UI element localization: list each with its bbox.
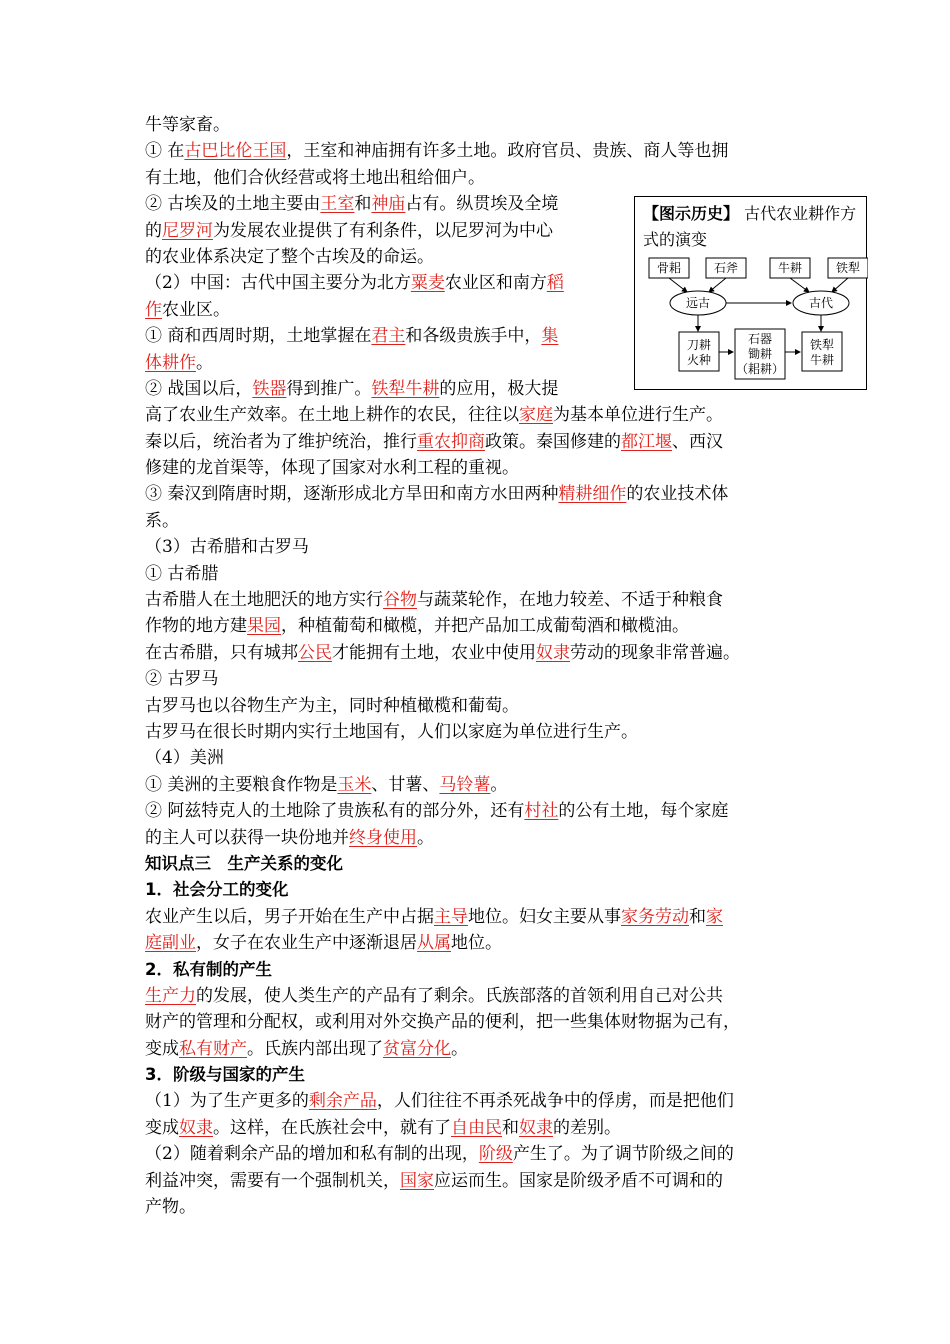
text-segment: （3）古希腊和古罗马	[145, 537, 309, 558]
text-line	[145, 904, 817, 930]
arrow-tool2	[709, 278, 726, 292]
figure-title-text: 古代农业耕作方式的演变	[643, 204, 857, 249]
text-segment: 古罗马也以谷物生产为主，同时种植橄榄和葡萄。	[145, 695, 519, 716]
flow-diagram	[635, 197, 868, 391]
text-line	[145, 112, 817, 138]
text-segment: 的应用，极大提	[439, 378, 559, 399]
text-segment: ② 古罗马	[145, 669, 219, 690]
answer-term: 私有财产	[179, 1038, 247, 1059]
stage2-line2: 锄耕	[747, 347, 773, 361]
text-line	[145, 1088, 817, 1114]
text-segment: （2）随着剩余产品的增加和私有制的出现，	[145, 1144, 479, 1165]
text-line	[145, 1115, 817, 1141]
era-label-left: 远古	[685, 296, 711, 310]
text-line	[145, 1009, 817, 1035]
answer-term: 剩余产品	[308, 1091, 377, 1112]
text-segment: 与蔬菜轮作，在地力较差、不适于种粮食	[417, 590, 723, 611]
text-line	[145, 508, 817, 534]
text-line	[145, 138, 817, 164]
text-line	[145, 481, 817, 507]
text-segment: ② 战国以后，	[145, 378, 253, 399]
text-segment: 才能拥有土地，农业中使用	[332, 642, 536, 663]
text-segment: ① 商和西周时期，土地掌握在	[145, 326, 372, 347]
text-segment: 得到推广。	[286, 378, 372, 399]
answer-term: 尼罗河	[162, 220, 213, 241]
text-line	[145, 587, 817, 613]
text-segment: 和	[502, 1117, 519, 1138]
tool-label-2: 石斧	[713, 261, 739, 275]
text-segment: ，种植葡萄和橄榄，并把产品加工成葡萄酒和橄榄油。	[281, 616, 689, 637]
text-line	[145, 798, 817, 824]
answer-term: 奴隶	[536, 642, 570, 663]
answer-term: 稻	[546, 273, 564, 294]
answer-term: 家庭	[519, 405, 553, 426]
text-segment: 和	[354, 194, 372, 215]
text-segment: 农业区和南方	[444, 273, 547, 294]
text-segment: 和各级贵族手中，	[405, 326, 542, 347]
text-line	[145, 983, 817, 1009]
text-segment: ，人们往往不再杀死战争中的俘虏，而是把他们	[376, 1091, 734, 1112]
answer-term: 家	[706, 906, 723, 927]
answer-term: 家务劳动	[621, 906, 689, 927]
text-segment: ① 美洲的主要粮食作物是	[145, 774, 338, 795]
text-line	[145, 402, 817, 428]
answer-term: 庭副业	[145, 933, 196, 954]
answer-term: 重农抑商	[417, 431, 485, 452]
answer-term: 奴隶	[519, 1117, 553, 1138]
text-segment: 作物的地方建	[145, 616, 247, 637]
text-line	[145, 693, 817, 719]
text-line	[145, 613, 817, 639]
text-segment: ，女子在农业生产中逐渐退居	[196, 933, 417, 954]
arrow-tool3	[790, 278, 809, 292]
text-segment: 古罗马在很长时期内实行土地国有，人们以家庭为单位进行生产。	[145, 721, 638, 742]
answer-term: 体耕作	[145, 352, 196, 373]
answer-term: 果园	[247, 616, 281, 637]
text-segment: 。	[451, 1038, 468, 1059]
text-line	[145, 666, 817, 692]
text-line	[145, 429, 817, 455]
text-segment: 的差别。	[553, 1117, 621, 1138]
answer-term: 铁犁牛耕	[371, 378, 440, 399]
text-line	[145, 534, 817, 560]
text-segment: （1）为了生产更多的	[145, 1091, 309, 1112]
answer-term: 作	[145, 299, 162, 320]
text-segment: 劳动的现象非常普遍。	[570, 642, 740, 663]
text-segment: 、甘薯、	[371, 774, 440, 795]
answer-term: 村社	[524, 801, 559, 822]
answer-term: 铁器	[252, 378, 287, 399]
section-heading	[145, 877, 817, 903]
text-segment: 财产的管理和分配权，或利用对外交换产品的便利，把一些集体财物据为己有，	[145, 1012, 740, 1033]
answer-term: 生产力	[145, 985, 196, 1006]
text-segment: ② 阿兹特克人的土地除了贵族私有的部分外，还有	[145, 801, 525, 822]
answer-term: 古巴比伦王国	[184, 141, 287, 162]
text-segment: 在古希腊，只有城邦	[145, 642, 298, 663]
answer-term: 终身使用	[349, 827, 417, 848]
text-segment: 高了农业生产效率。在土地上耕作的农民，往往以	[145, 405, 519, 426]
stage3-line1: 铁犁	[809, 338, 835, 352]
text-line	[145, 1194, 817, 1220]
text-segment: 。这样，在氏族社会中，就有了	[213, 1117, 451, 1138]
answer-term: 集	[541, 326, 559, 347]
answer-term: 公民	[298, 642, 332, 663]
answer-term: 粟麦	[410, 273, 445, 294]
tool-label-3: 牛耕	[777, 261, 803, 275]
answer-term: 自由民	[451, 1117, 502, 1138]
stage2-line3: （耜耕）	[735, 362, 785, 376]
text-segment: ，王室和神庙拥有许多土地。政府官员、贵族、商人等也拥	[286, 141, 729, 162]
text-segment: ① 在	[145, 141, 185, 162]
answer-term: 王室	[320, 194, 355, 215]
text-segment: 。	[196, 352, 213, 373]
text-segment: 。	[417, 827, 434, 848]
text-segment: 为发展农业提供了有利条件，以尼罗河为中心	[213, 220, 553, 241]
text-segment: 地位。妇女主要从事	[468, 906, 621, 927]
text-segment: 利益冲突，需要有一个强制机关，	[145, 1170, 400, 1191]
text-segment: 占有。纵贯埃及全境	[405, 194, 559, 215]
tool-label-4: 铁犁	[835, 261, 861, 275]
stage1-line2: 火种	[686, 353, 712, 367]
text-segment: ② 古埃及的土地主要由	[145, 194, 321, 215]
answer-term: 从属	[417, 933, 451, 954]
text-segment: 知识点三 生产关系的变化	[145, 853, 343, 873]
era-label-right: 古代	[808, 296, 834, 310]
text-segment: 2．私有制的产生	[145, 959, 272, 979]
text-segment: 的	[145, 220, 162, 241]
text-segment: 的农业体系决定了整个古埃及的命运。	[145, 246, 434, 267]
arrow-tool4	[832, 278, 848, 292]
text-segment: 的发展，使人类生产的产品有了剩余。氏族部落的首领利用自己对公共	[196, 985, 723, 1006]
section-heading	[145, 957, 817, 983]
answer-term: 阶级	[478, 1144, 513, 1165]
text-line	[145, 1168, 817, 1194]
text-segment: 。氏族内部出现了	[247, 1038, 383, 1059]
text-line	[145, 1141, 817, 1167]
text-segment: ③ 秦汉到隋唐时期，逐渐形成北方旱田和南方水田两种	[145, 484, 559, 505]
text-segment: 1．社会分工的变化	[145, 880, 289, 900]
text-segment: 变成	[145, 1117, 179, 1138]
text-line	[145, 561, 817, 587]
text-segment: 和	[689, 906, 706, 927]
stage1-line1: 刀耕	[686, 338, 712, 352]
text-segment: 产生了。为了调节阶级之间的	[512, 1144, 734, 1165]
text-segment: 有土地，他们合伙经营或将土地出租给佃户。	[145, 167, 485, 188]
text-line	[145, 930, 817, 956]
figure-agriculture-evolution	[634, 196, 867, 390]
tool-label-1: 骨耜	[656, 261, 682, 275]
answer-term: 玉米	[337, 774, 372, 795]
section-heading	[145, 1062, 817, 1088]
text-line	[145, 1036, 817, 1062]
answer-term: 奴隶	[179, 1117, 213, 1138]
text-segment: 农业产生以后，男子开始在生产中占据	[145, 906, 434, 927]
answer-term: 君主	[371, 326, 406, 347]
answer-term: 贫富分化	[383, 1038, 451, 1059]
stage2-line1: 石器	[747, 332, 773, 346]
answer-term: 谷物	[383, 590, 417, 611]
text-segment: 农业区。	[162, 299, 230, 320]
text-segment: 为基本单位进行生产。	[553, 405, 723, 426]
arrow-tool1	[669, 278, 687, 292]
text-segment: 产物。	[145, 1197, 196, 1218]
figure-title-bracket: 【图示历史】	[643, 204, 740, 223]
text-segment: 的公有土地，每个家庭	[558, 801, 729, 822]
text-segment: 的农业技术体	[626, 484, 729, 505]
text-segment: 变成	[145, 1038, 179, 1059]
answer-term: 神庙	[371, 194, 406, 215]
answer-term: 都江堰	[621, 431, 672, 452]
text-segment: 修建的龙首渠等，体现了国家对水利工程的重视。	[145, 458, 519, 479]
text-segment: 系。	[145, 510, 179, 531]
text-line	[145, 455, 817, 481]
section-heading	[145, 851, 817, 877]
text-line	[145, 719, 817, 745]
text-segment: （2）中国：古代中国主要分为北方	[145, 273, 411, 294]
text-segment: 、西汉	[672, 431, 723, 452]
text-segment: （4）美洲	[145, 748, 224, 769]
answer-term: 国家	[400, 1170, 434, 1191]
text-segment: 的主人可以获得一块份地并	[145, 827, 349, 848]
text-line	[145, 772, 817, 798]
text-line	[145, 165, 817, 191]
text-line	[145, 640, 817, 666]
text-segment: 古希腊人在土地肥沃的地方实行	[145, 590, 383, 611]
text-segment: 3．阶级与国家的产生	[145, 1065, 305, 1085]
text-line	[145, 745, 817, 771]
stage3-line2: 牛耕	[809, 353, 835, 367]
text-line	[145, 825, 817, 851]
text-segment: 秦以后，统治者为了维护统治，推行	[145, 431, 417, 452]
answer-term: 主导	[434, 906, 468, 927]
text-segment: 政策。秦国修建的	[485, 431, 621, 452]
text-segment: 应运而生。国家是阶级矛盾不可调和的	[434, 1170, 723, 1191]
text-segment: 地位。	[451, 933, 502, 954]
answer-term: 精耕细作	[558, 484, 627, 505]
text-segment: 。	[490, 774, 508, 795]
text-segment: ① 古希腊	[145, 563, 219, 584]
text-segment: 牛等家畜。	[145, 115, 230, 135]
answer-term: 马铃薯	[439, 774, 491, 795]
